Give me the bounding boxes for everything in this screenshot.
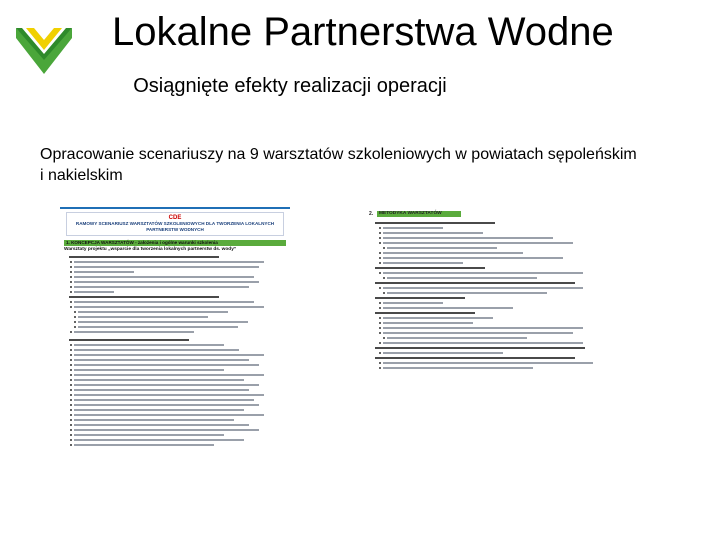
text-line-bar [74, 364, 259, 366]
text-line-bar [74, 374, 264, 376]
text-line-bar [383, 272, 583, 274]
text-line-bar [74, 409, 244, 411]
text-line-bar [74, 399, 254, 401]
text-line-bar [383, 342, 583, 344]
bullet-icon [74, 316, 76, 318]
bullet-icon [70, 399, 72, 401]
text-line-bar [387, 247, 497, 249]
text-line-bar [387, 292, 547, 294]
bullet-icon [379, 262, 381, 264]
text-line-bar [383, 262, 463, 264]
bullet-icon [70, 434, 72, 436]
document-subheading: Warsztaty projektu „wsparcie dla tworzenia lokalnych partnerstw ds. wody” [64, 247, 237, 252]
bullet-icon [70, 266, 72, 268]
text-line [379, 365, 614, 370]
text-line-bar [78, 311, 228, 313]
text-line-bar [383, 307, 513, 309]
bullet-icon [70, 291, 72, 293]
text-line-bar [74, 429, 259, 431]
bullet-icon [70, 354, 72, 356]
text-line-bar [78, 321, 248, 323]
bullet-icon [379, 332, 381, 334]
bullet-icon [379, 322, 381, 324]
text-line-bar [74, 276, 254, 278]
bullet-icon [70, 419, 72, 421]
bullet-icon [383, 337, 385, 339]
bullet-icon [379, 257, 381, 259]
text-line-bar [383, 237, 553, 239]
document-section-title: 1. KONCEPCJA WARSZTATÓW - założenia i ogólne warunki szkolenia [64, 240, 286, 246]
document-section-title: METODYKA WARSZTATÓW [377, 211, 461, 217]
text-line-bar [74, 331, 194, 333]
bullet-icon [379, 272, 381, 274]
text-line [70, 329, 284, 334]
text-line-bar [74, 424, 249, 426]
bullet-icon [70, 331, 72, 333]
bullet-icon [70, 369, 72, 371]
document-section-number: 2. [369, 211, 374, 217]
text-line-bar [74, 344, 224, 346]
document-accent-band [60, 207, 290, 209]
bullet-icon [383, 292, 385, 294]
bullet-icon [70, 444, 72, 446]
bullet-icon [379, 307, 381, 309]
text-line-bar [383, 327, 583, 329]
bullet-icon [70, 286, 72, 288]
text-line-bar [74, 349, 239, 351]
scenario-document-page-1 [60, 207, 290, 533]
bullet-icon [70, 379, 72, 381]
bullet-icon [379, 252, 381, 254]
bullet-icon [379, 342, 381, 344]
document-section-header [369, 211, 616, 218]
document-text-lines [365, 220, 620, 370]
bullet-icon [70, 301, 72, 303]
text-line-bar [383, 322, 473, 324]
bullet-icon [70, 349, 72, 351]
text-line-bar [74, 389, 249, 391]
text-line-bar [78, 326, 238, 328]
bullet-icon [70, 414, 72, 416]
text-line-bar [383, 352, 503, 354]
text-line-bar [383, 332, 573, 334]
text-line-bar [74, 281, 259, 283]
text-line-bar [383, 362, 593, 364]
text-line-bar [383, 302, 443, 304]
bullet-icon [379, 237, 381, 239]
text-line [70, 442, 284, 447]
text-line-bar [383, 287, 583, 289]
text-line-bar [383, 317, 493, 319]
text-line-bar [74, 379, 244, 381]
text-line-bar [74, 434, 224, 436]
document-heading [66, 212, 284, 236]
text-line-bar [383, 252, 523, 254]
bullet-icon [70, 281, 72, 283]
slide-body-text: Opracowanie scenariuszy na 9 warsztatów szkoleniowych w powiatach sępoleńskim i nakielskim [40, 146, 637, 184]
text-line-bar [387, 277, 537, 279]
text-line-bar [74, 369, 224, 371]
bullet-icon [70, 389, 72, 391]
bullet-icon [74, 311, 76, 313]
bullet-icon [379, 352, 381, 354]
text-line-bar [383, 257, 563, 259]
text-line-bar [387, 337, 527, 339]
bullet-icon [74, 321, 76, 323]
bullet-icon [70, 424, 72, 426]
text-line-bar [74, 414, 264, 416]
bullet-icon [379, 287, 381, 289]
text-line-bar [74, 419, 234, 421]
bullet-icon [379, 302, 381, 304]
text-line-bar [383, 242, 573, 244]
text-line-bar [383, 227, 443, 229]
bullet-icon [70, 261, 72, 263]
text-line-bar [74, 291, 114, 293]
bullet-icon [383, 247, 385, 249]
bullet-icon [74, 326, 76, 328]
text-line-bar [74, 266, 259, 268]
bullet-icon [70, 271, 72, 273]
bullet-icon [70, 276, 72, 278]
bullet-icon [70, 344, 72, 346]
scenario-document-page-2 [365, 208, 620, 486]
text-line-bar [74, 261, 264, 263]
bullet-icon [379, 232, 381, 234]
bullet-icon [379, 362, 381, 364]
text-line-bar [74, 444, 214, 446]
document-stamp: CDE [168, 215, 182, 221]
bullet-icon [70, 364, 72, 366]
bullet-icon [379, 227, 381, 229]
text-line-bar [74, 286, 249, 288]
bullet-icon [70, 306, 72, 308]
lpw-logo-icon [14, 16, 74, 76]
text-line-bar [74, 306, 264, 308]
bullet-icon [379, 242, 381, 244]
text-line-bar [383, 232, 483, 234]
text-line-bar [74, 394, 264, 396]
bullet-icon [379, 327, 381, 329]
bullet-icon [70, 394, 72, 396]
text-line-bar [74, 271, 134, 273]
bullet-icon [70, 359, 72, 361]
document-heading-text: RAMOWY SCENARIUSZ WARSZTATÓW SZKOLENIOWYCH DLA TWORZENIA LOKALNYCH PARTNERSTW WODNYCH [75, 221, 275, 232]
bullet-icon [70, 429, 72, 431]
text-line-bar [74, 301, 254, 303]
text-line-bar [74, 404, 259, 406]
text-line-bar [74, 359, 249, 361]
slide-subtitle: Osiągnięte efekty realizacji operacji [133, 75, 447, 97]
text-line-bar [383, 367, 533, 369]
page-title: Lokalne Partnerstwa Wodne [112, 10, 614, 54]
bullet-icon [70, 404, 72, 406]
bullet-icon [70, 439, 72, 441]
bullet-icon [70, 374, 72, 376]
bullet-icon [70, 384, 72, 386]
bullet-icon [379, 317, 381, 319]
text-line-bar [74, 354, 264, 356]
bullet-icon [383, 277, 385, 279]
bullet-icon [379, 367, 381, 369]
document-text-lines [60, 254, 290, 447]
text-line-bar [78, 316, 208, 318]
text-line-bar [74, 439, 244, 441]
text-line-bar [74, 384, 259, 386]
bullet-icon [70, 409, 72, 411]
